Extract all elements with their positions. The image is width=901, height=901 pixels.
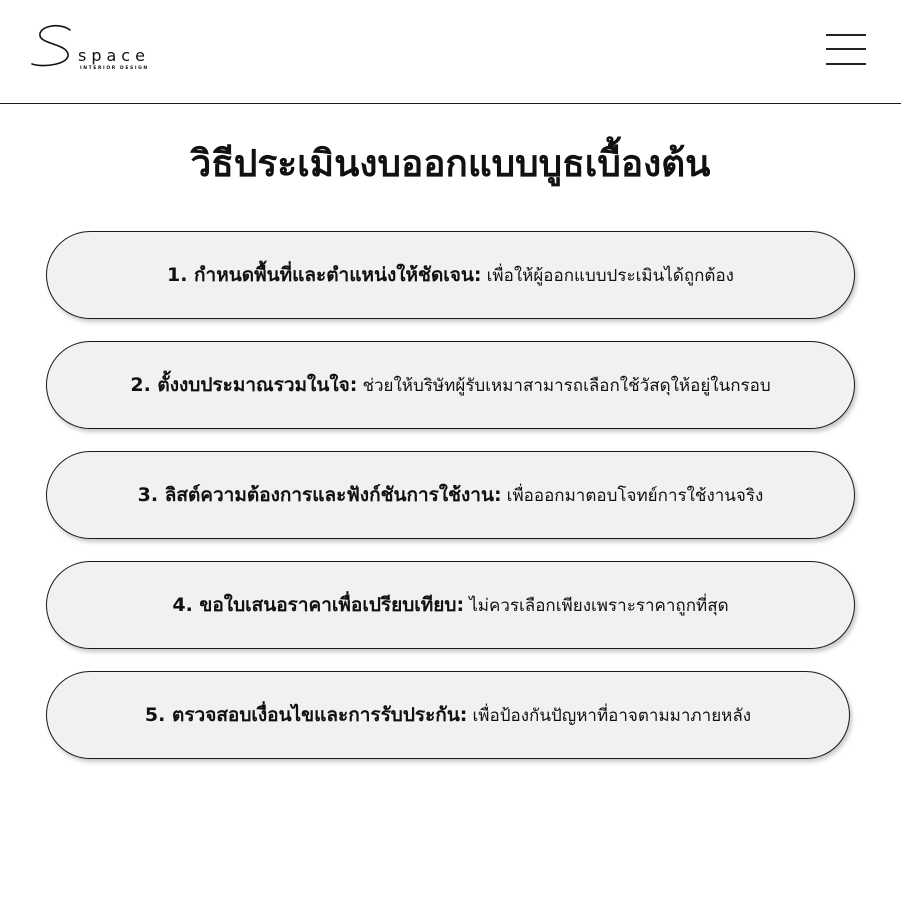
- step-text: [167, 260, 734, 290]
- hamburger-menu-icon[interactable]: [826, 33, 866, 66]
- step-text: [145, 700, 751, 730]
- step-description: ช่วยให้บริษัทผู้รับเหมาสามารถเลือกใช้วัสดุให้อยู่ในกรอบ: [362, 376, 771, 396]
- logo-wordmark: space: [78, 46, 150, 65]
- step-description: เพื่อป้องกันปัญหาที่อาจตามมาภายหลัง: [472, 706, 752, 726]
- step-heading: 4. ขอใบเสนอราคาเพื่อเปรียบเทียบ:: [172, 594, 465, 616]
- step-card-4: [46, 561, 855, 649]
- step-text: [172, 590, 728, 620]
- brand-logo[interactable]: [30, 24, 170, 76]
- step-heading: 5. ตรวจสอบเงื่อนไขและการรับประกัน:: [144, 704, 468, 726]
- step-description: เพื่อให้ผู้ออกแบบประเมินได้ถูกต้อง: [486, 266, 734, 286]
- step-card-1: [46, 231, 855, 319]
- step-card-5: [46, 671, 850, 759]
- menu-line: [826, 34, 866, 36]
- step-heading: 2. ตั้งงบประมาณรวมในใจ:: [130, 374, 358, 396]
- site-header: [0, 0, 901, 104]
- step-heading: 1. กำหนดพื้นที่และตำแหน่งให้ชัดเจน:: [167, 264, 482, 286]
- step-card-2: [46, 341, 855, 429]
- step-description: เพื่อออกมาตอบโจทย์การใช้งานจริง: [506, 486, 764, 506]
- menu-line: [826, 48, 866, 50]
- step-card-3: [46, 451, 855, 539]
- step-text: [130, 370, 770, 400]
- page-title: วิธีประเมินงบออกแบบบูธเบื้องต้น: [190, 142, 711, 185]
- logo-subtitle: INTERIOR DESIGN: [80, 66, 149, 71]
- step-description: ไม่ควรเลือกเพียงเพราะราคาถูกที่สุด: [469, 596, 729, 616]
- menu-line: [826, 63, 866, 65]
- step-heading: 3. ลิสต์ความต้องการและฟังก์ชันการใช้งาน:: [137, 484, 502, 506]
- step-text: [138, 480, 764, 510]
